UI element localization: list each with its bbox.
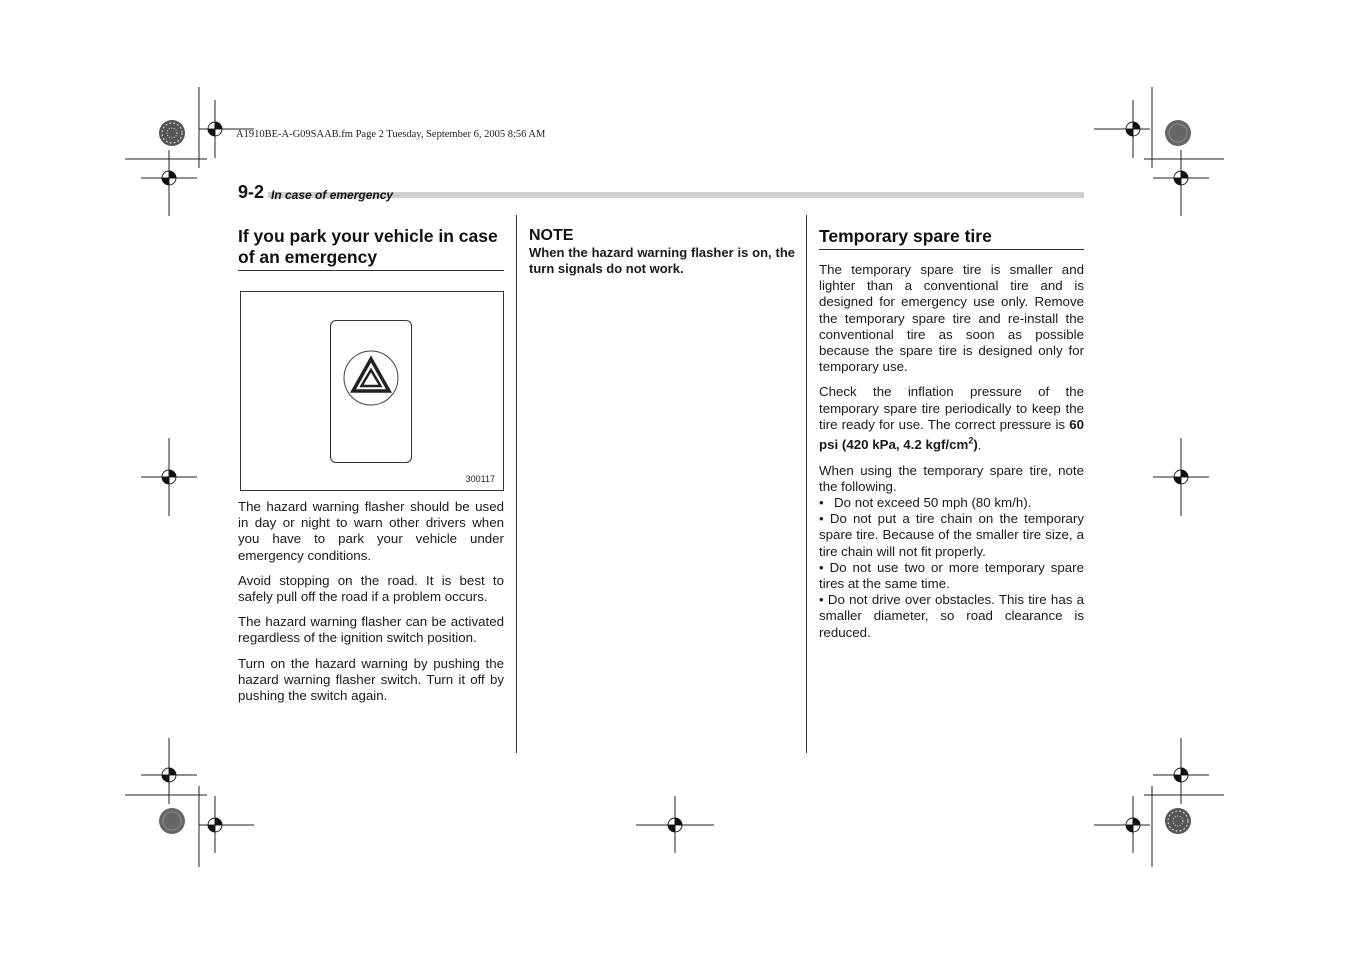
left-column — [238, 226, 504, 713]
bullet-icon: • — [819, 592, 824, 608]
left-heading: If you park your vehicle in case of an emergency — [238, 226, 504, 271]
list-item: • Do not put a tire chain on the temporary spare tire. Because of the smaller tire size, a tire chain will not fit properly. — [819, 511, 1084, 559]
right-heading: Temporary spare tire — [819, 226, 1084, 250]
note-text: When the hazard warning flasher is on, the turn signals do not work. — [529, 245, 795, 277]
column-divider — [806, 215, 807, 753]
bullet-icon: • — [819, 495, 824, 511]
paragraph: When using the temporary spare tire, note the following. — [819, 462, 1084, 494]
hazard-warning-icon — [342, 349, 400, 407]
list-item: • Do not drive over obstacles. This tire has a smaller diameter, so road clearance is reduced. — [819, 592, 1084, 640]
right-column — [819, 226, 1084, 641]
pressure-value: 60 psi (420 kPa, 4.2 kgf/$cm^2$) — [819, 416, 1084, 453]
paragraph: Turn on the hazard warning by pushing the hazard warning flasher switch. Turn it off by pushing the switch again. — [238, 655, 504, 704]
column-divider — [516, 215, 517, 753]
list-item: • Do not exceed 50 mph (80 km/h). — [819, 495, 1032, 511]
bullet-icon: • — [819, 511, 824, 527]
pressure-paragraph: Check the inflation pressure of the temporary spare tire periodically to keep the tire ready for use. The correct pressure is 60 psi (420 kPa, 4.2 kgf/$cm^2$). — [819, 384, 1084, 453]
paragraph: The hazard warning flasher can be activated regardless of the ignition switch position. — [238, 614, 504, 646]
section-title: In case of emergency — [271, 188, 394, 202]
hazard-switch-figure — [240, 291, 504, 491]
note-title: NOTE — [529, 227, 574, 244]
list-item: • Do not use two or more temporary spare tires at the same time. — [819, 559, 1084, 592]
paragraph: The temporary spare tire is smaller and lighter than a conventional tire and is designed for emergency use only. Remove the temporary spare tire and re-install the conventional tire as soon as possible because the spare tire is designed only for temporary use. — [819, 262, 1084, 375]
bullet-list — [819, 495, 1084, 641]
paragraph: The hazard warning flasher should be used in day or night to warn other drivers when you have to park your vehicle under emergency conditions. — [238, 499, 504, 563]
paragraph: Avoid stopping on the road. It is best to safely pull off the road if a problem occurs. — [238, 572, 504, 605]
paragraph-text: Check the inflation pressure of the temporary spare tire periodically to keep the tire ready for use. The correct pressure is — [819, 384, 1084, 432]
bullet-icon: • — [819, 559, 824, 575]
figure-code: 300117 — [465, 474, 495, 484]
page-number: 9-2 — [238, 182, 265, 202]
middle-column — [529, 226, 795, 277]
print-file-info: A1910BE-A-G09SAAB.fm Page 2 Tuesday, September 6, 2005 8:56 AM — [236, 129, 546, 140]
